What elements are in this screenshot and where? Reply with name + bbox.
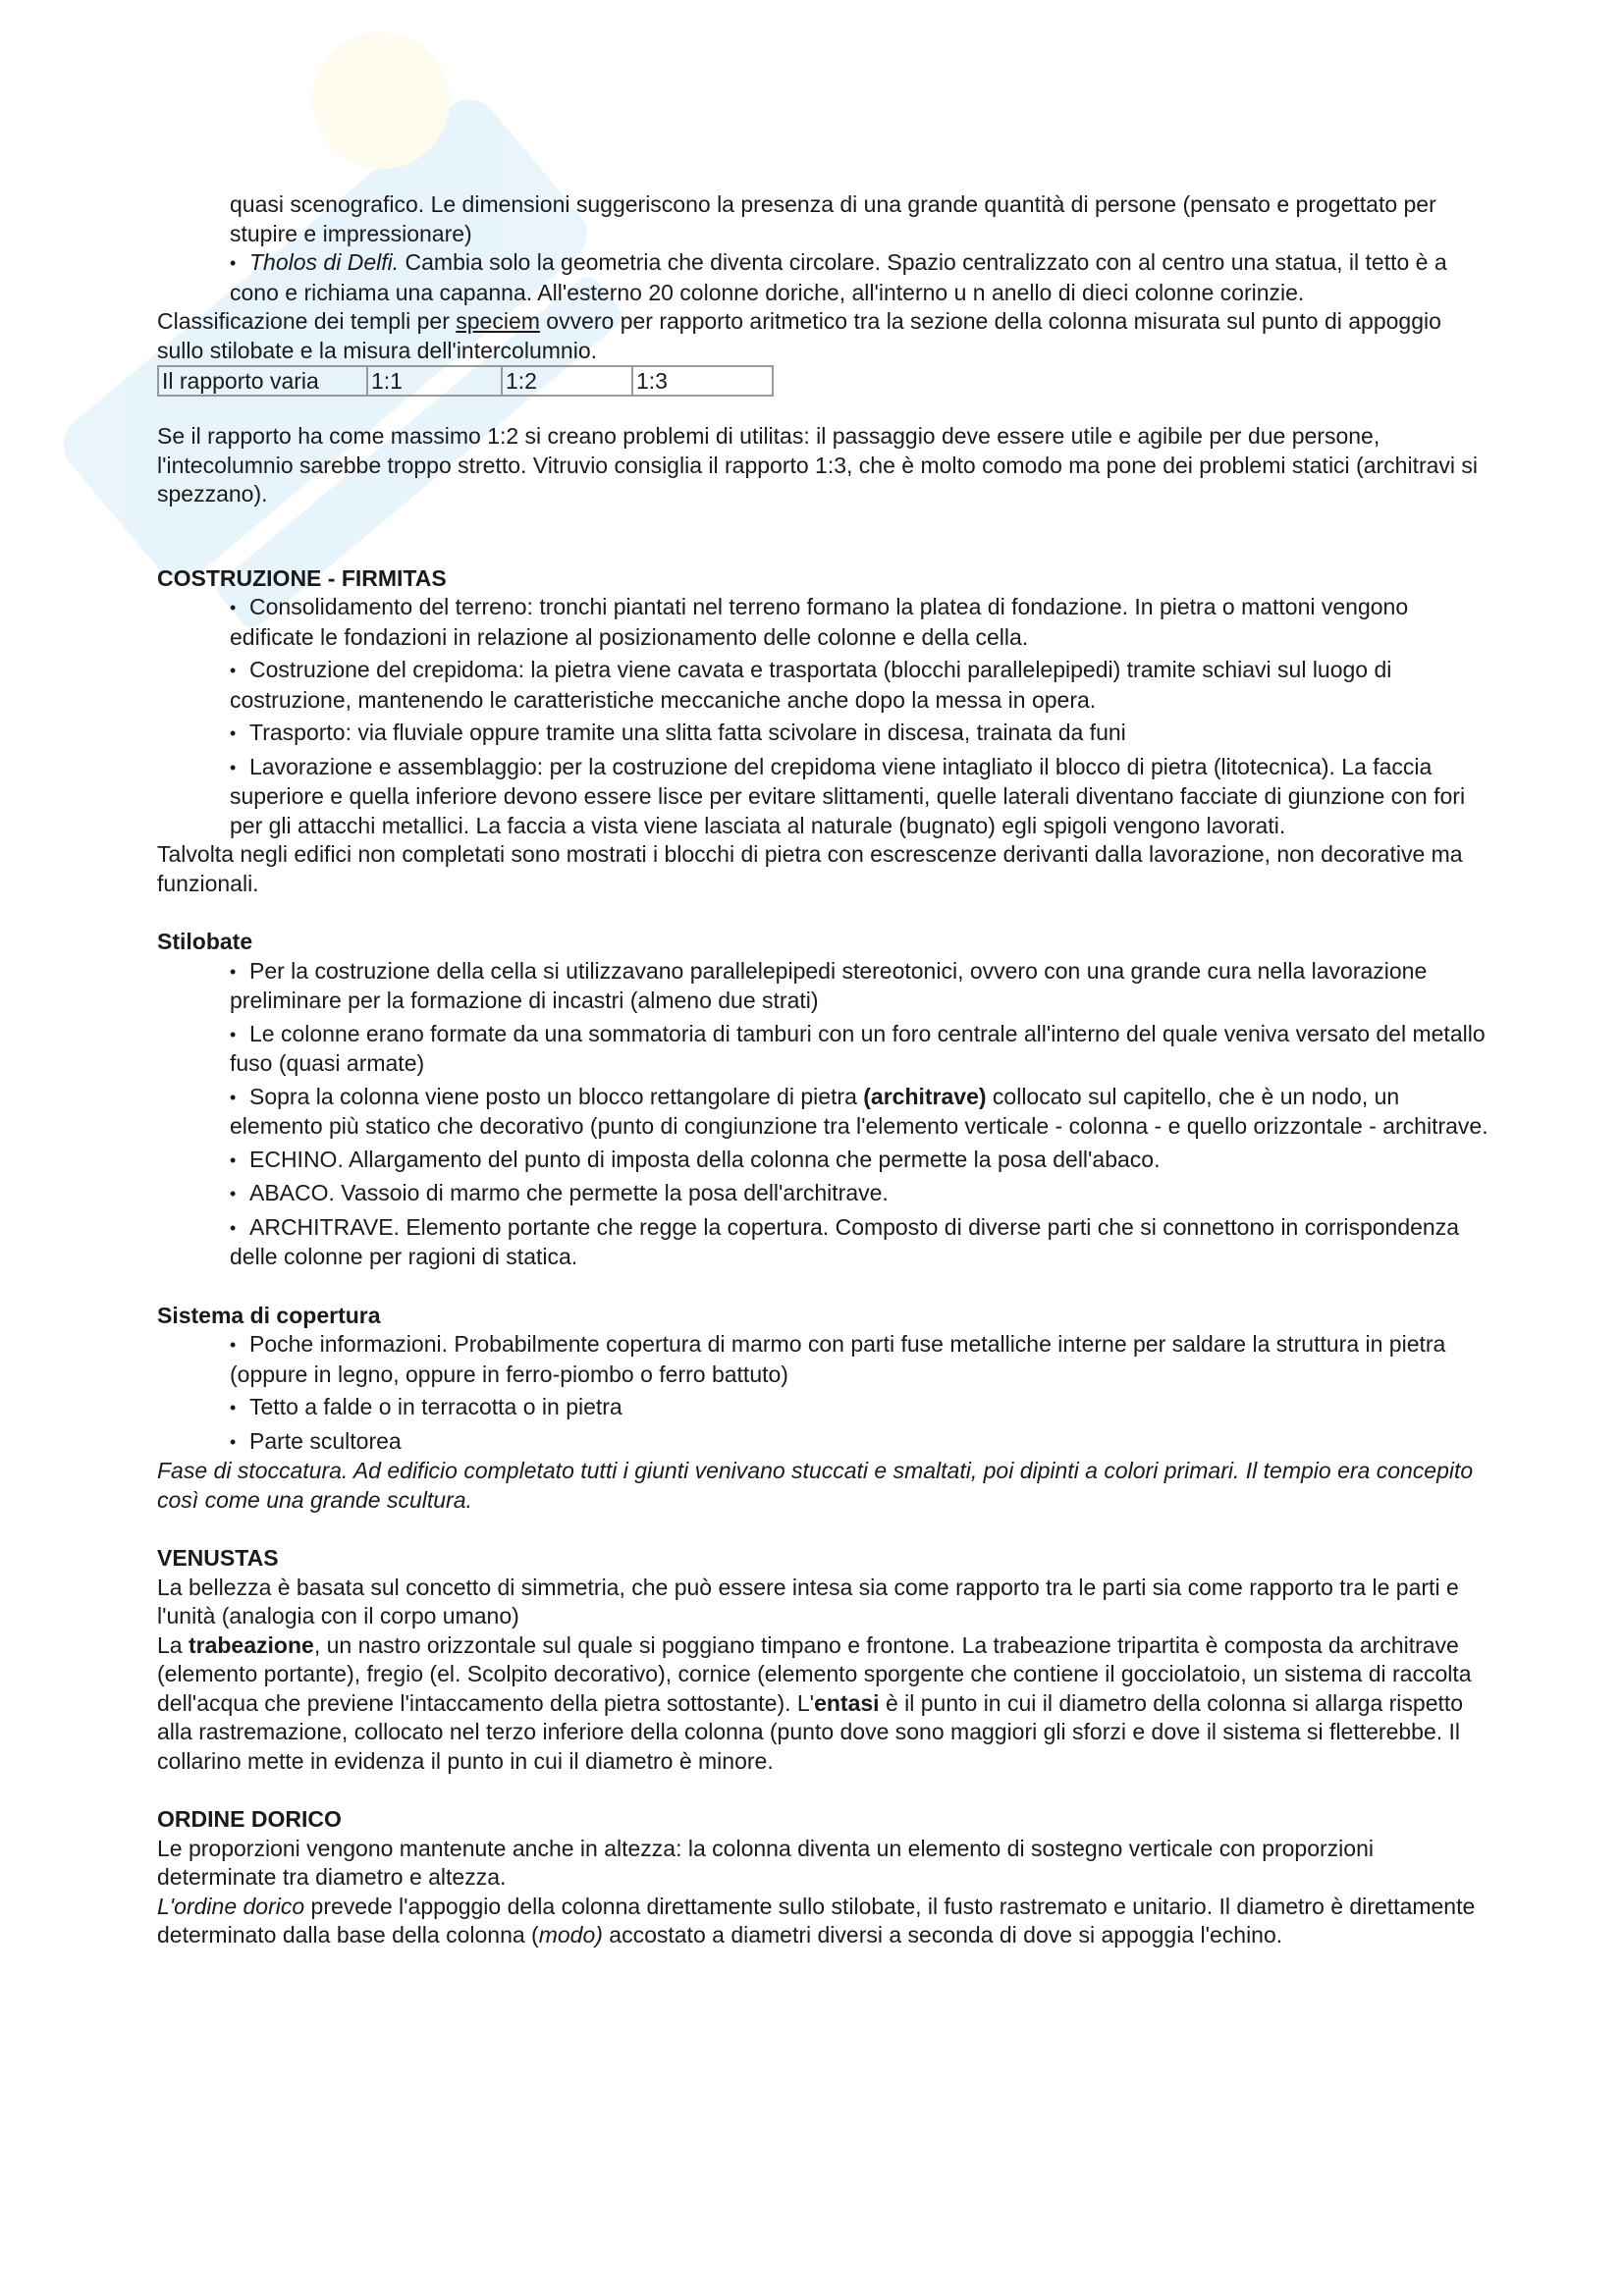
section-heading-copertura: Sistema di copertura [157, 1302, 381, 1328]
bullet-icon: • [230, 1431, 237, 1452]
ratio-table [157, 365, 774, 397]
list-item [157, 753, 1488, 841]
list-item-text: ECHINO. Allargamento del punto di imposta della colonna che permette la posa dell'abaco. [249, 1146, 1161, 1172]
list-item [157, 1146, 1488, 1176]
bullet-icon: • [230, 1087, 237, 1107]
table-cell: 1:2 [502, 366, 632, 396]
bullet-icon: • [230, 1398, 237, 1417]
list-item [157, 1427, 1488, 1458]
ratio-paragraph: Se il rapporto ha come massimo 1:2 si creano problemi di utilitas: il passaggio deve essere utile e agibile per due persone, l'intecolumnio sarebbe troppo stretto. Vitruvio consiglia il rapporto 1:3, che è molto comodo ma pone dei problemi statici (architravi si spezzano). [157, 423, 1479, 507]
bullet-icon: • [230, 1149, 237, 1170]
list-item-text: Costruzione del crepidoma: la pietra viene cavata e trasportata (blocchi parallelepipedi) tramite schiavi sul luogo di costruzione, mantenendo le caratteristiche meccaniche anche dopo la messa in opera. [230, 657, 1392, 713]
list-item [157, 1020, 1488, 1079]
text-run: è il punto in cui il diametro della colonna si allarga rispetto alla rastremazione, collocato nel terzo inferiore della colonna (punto dove sono maggiori gli sforzi e dove il sistema si fletterebbe. Il collarino mette in evidenza il punto in cui il diametro è minore. [157, 1689, 1464, 1774]
list-item-tholos [157, 248, 1488, 307]
tholos-text: Cambia solo la geometria che diventa circolare. Spazio centralizzato con al centro una statua, il tetto è a cono e richiama una capanna. All'esterno 20 colonne doriche, all'interno u n anello di dieci colonne corinzie. [230, 249, 1447, 305]
text-run: , un nastro orizzontale sul quale si poggiano timpano e frontone. La trabeazione tripartita è composta da architrave (elemento portante), fregio (el. Scolpito decorativo), cornice (elemento sporgente che contiene il gocciolatoio, un sistema di raccolta dell'acqua che previene l'intaccamento della pietra sottostante). L' [157, 1631, 1472, 1716]
document-page [157, 190, 1488, 1950]
list-item [157, 593, 1488, 652]
bullet-icon: • [230, 661, 237, 680]
list-item [157, 719, 1488, 749]
bullet-icon: • [230, 1024, 237, 1044]
table-row [158, 366, 773, 396]
intro-continuation: quasi scenografico. Le dimensioni suggeriscono la presenza di una grande quantità di persone (pensato e progettato per stupire e impressionare) [230, 191, 1436, 246]
text-run: La [157, 1631, 189, 1658]
costruzione-after: Talvolta negli edifici non completati sono mostrati i blocchi di pietra con escrescenze derivanti dalla lavorazione, non decorative ma funzionali. [157, 841, 1463, 896]
list-item [157, 1083, 1488, 1142]
bold-term: (architrave) [863, 1083, 987, 1109]
list-item [157, 1393, 1488, 1423]
list-item-text: Tetto a falde o in terracotta o in pietra [249, 1394, 622, 1419]
class-underlined: speciem [456, 308, 540, 334]
list-item-text: ABACO. Vassoio di marmo che permette la posa dell'architrave. [249, 1180, 889, 1205]
section-heading-dorico: ORDINE DORICO [157, 1806, 342, 1832]
list-item-text: collocato sul capitello, che è un nodo, un elemento più statico che decorativo (punto di congiunzione tra l'elemento verticale - colonna - e quello orizzontale - architrave. [230, 1083, 1488, 1139]
table-cell: 1:1 [367, 366, 502, 396]
bullet-icon: • [230, 1335, 237, 1355]
bullet-icon: • [230, 253, 237, 273]
text-run: accostato a diametri diversi a seconda di dove si appoggia l'echino. [602, 1922, 1283, 1948]
copertura-after: Fase di stoccatura. Ad edificio completato tutti i giunti venivano stuccati e smaltati, poi dipinti a colori primari. Il tempio era concepito così come una grande scultura. [157, 1458, 1474, 1513]
dorico-p2 [157, 1893, 1488, 1950]
class-pre: Classificazione dei templi per [157, 308, 457, 334]
section-heading-costruzione: COSTRUZIONE - FIRMITAS [157, 564, 447, 591]
section-heading-stilobate: Stilobate [157, 929, 253, 954]
list-item-text: ARCHITRAVE. Elemento portante che regge la copertura. Composto di diverse parti che si connettono in corrispondenza delle colonne per ragioni di statica. [230, 1213, 1459, 1269]
bullet-icon: • [230, 1217, 237, 1238]
italic-term: modo) [538, 1922, 603, 1948]
list-item-text: Lavorazione e assemblaggio: per la costruzione del crepidoma viene intagliato il blocco di pietra (litotecnica). La faccia superiore e quella inferiore devono essere lisce per evitare slittamenti, quelle laterali diventano facciate di giunzione con fori per gli attacchi metallici. La faccia a vista viene lasciata al naturale (bugnato) egli spigoli vengono lavorati. [230, 753, 1466, 838]
text-run: prevede l'appoggio della colonna direttamente sullo stilobate, il fusto rastremato e unitario. Il diametro è direttamente determinato dalla base della colonna ( [157, 1893, 1476, 1948]
table-cell: 1:3 [632, 366, 773, 396]
section-heading-venustas: VENUSTAS [157, 1545, 279, 1571]
tholos-title: Tholos di Delfi. [249, 249, 400, 275]
list-item-text: Parte scultorea [249, 1427, 402, 1454]
italic-term: L'ordine dorico [157, 1893, 305, 1919]
bullet-icon: • [230, 961, 237, 982]
list-item-text: Trasporto: via fluviale oppure tramite una slitta fatta scivolare in discesa, trainata da funi [249, 720, 1126, 745]
list-item-text: Poche informazioni. Probabilmente copertura di marmo con parti fuse metalliche interne per saldare la struttura in pietra (oppure in legno, oppure in ferro-piombo o ferro battuto) [230, 1331, 1446, 1387]
classification-paragraph [157, 307, 1488, 365]
list-item-text: Consolidamento del terreno: tronchi piantati nel terreno formano la platea di fondazione. In pietra o mattoni vengono edificate le fondazioni in relazione al posizionamento delle colonne e della cella. [230, 594, 1409, 650]
list-item [157, 656, 1488, 715]
table-cell: Il rapporto varia [158, 366, 367, 396]
class-post: ovvero per rapporto aritmetico tra la sezione della colonna misurata sul punto di appoggio sullo stilobate e la misura dell'intercolumnio. [157, 308, 1441, 363]
bullet-icon: • [230, 598, 237, 617]
dorico-p1: Le proporzioni vengono mantenute anche in altezza: la colonna diventa un elemento di sostegno verticale con proporzioni determinate tra diametro e altezza. [157, 1835, 1374, 1890]
bold-term: entasi [814, 1689, 880, 1716]
venustas-p1: La bellezza è basata sul concetto di simmetria, che può essere intesa sia come rapporto tra le parti sia come rapporto tra le parti e l'unità (analogia con il corpo umano) [157, 1574, 1459, 1629]
bullet-icon: • [230, 757, 237, 777]
bold-term: trabeazione [188, 1631, 314, 1658]
venustas-p2 [157, 1631, 1488, 1777]
list-item [157, 1330, 1488, 1389]
list-item-text: Per la costruzione della cella si utilizzavano parallelepipedi stereotonici, ovvero con una grande cura nella lavorazione preliminare per la formazione di incastri (almeno due strati) [230, 957, 1428, 1013]
list-item [157, 957, 1488, 1016]
list-item [157, 1179, 1488, 1209]
list-item-text: Sopra la colonna viene posto un blocco rettangolare di pietra [249, 1083, 864, 1109]
bullet-icon: • [230, 723, 237, 743]
list-item [157, 1213, 1488, 1272]
list-item-text: Le colonne erano formate da una sommatoria di tamburi con un foro centrale all'interno del quale veniva versato del metallo fuso (quasi armate) [230, 1020, 1486, 1076]
bullet-icon: • [230, 1184, 237, 1203]
